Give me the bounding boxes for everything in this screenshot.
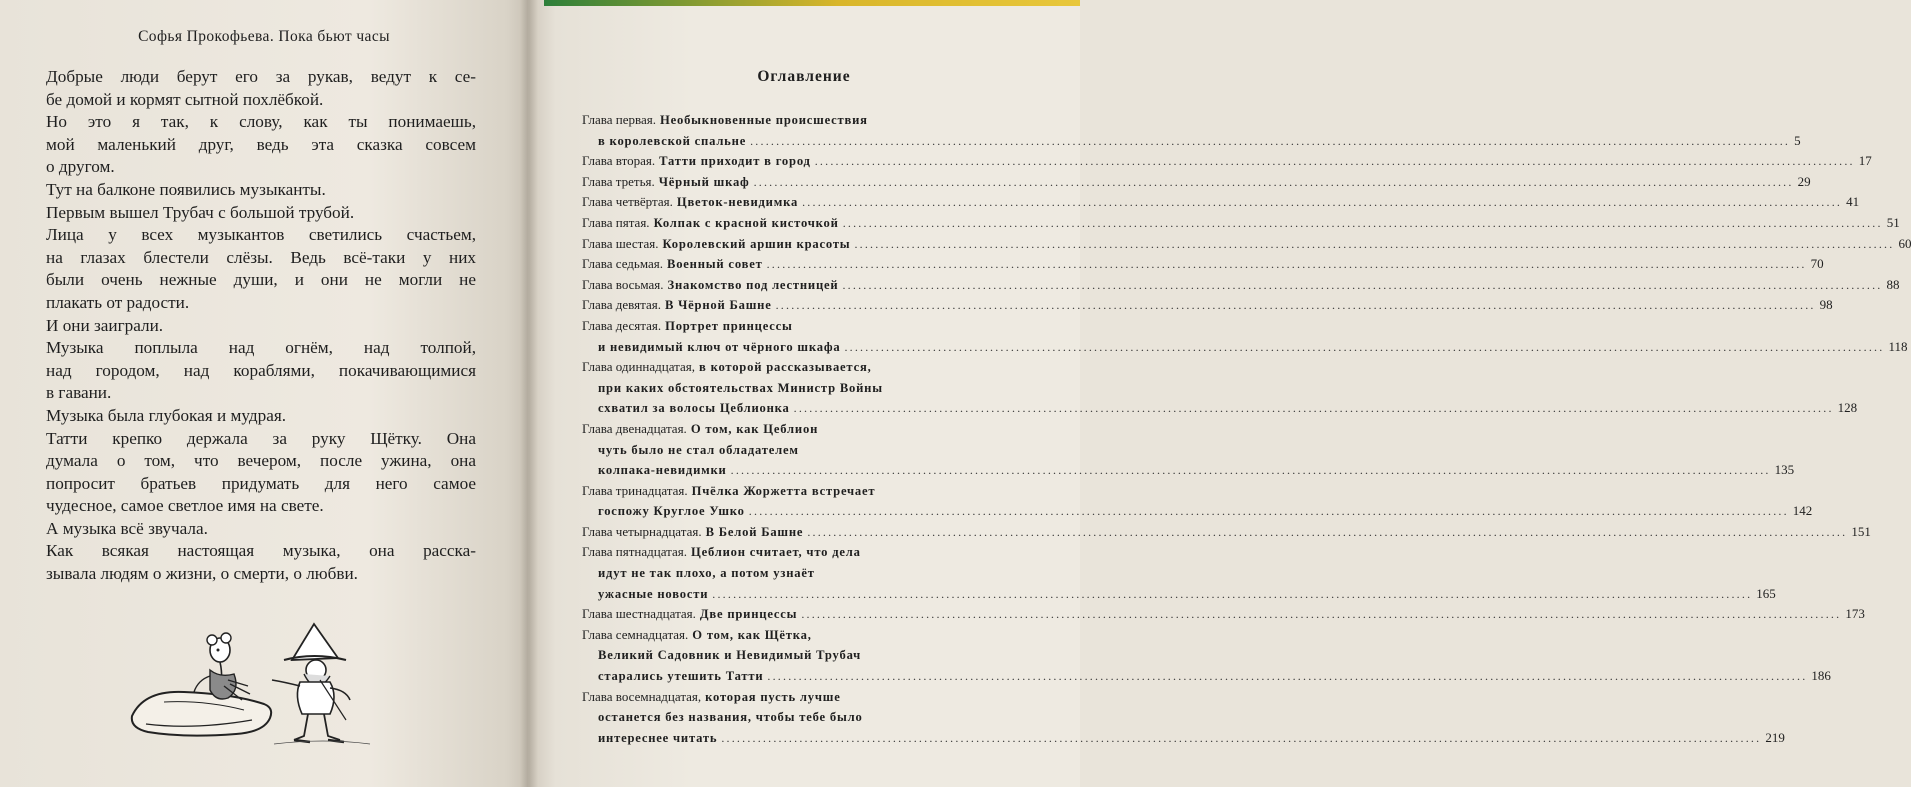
chapter-title: В Белой Башне (705, 524, 804, 539)
toc-line (582, 357, 1028, 378)
text-line: Добрые люди берут его за рукав, ведут к се- (46, 67, 476, 86)
toc-line (582, 481, 1028, 502)
text-line: И они заиграли. (46, 315, 164, 335)
toc-entry[interactable] (582, 316, 1908, 357)
chapter-title: госпожу Круглое Ушко (598, 504, 745, 519)
toc-line (582, 728, 1785, 749)
table-of-contents (582, 110, 1911, 748)
chapter-title: в королевской спальне (598, 133, 747, 148)
leader-dots: ........................................................................................................................................................................................................ (767, 669, 1808, 684)
leader-dots: ........................................................................................................................................................................................................ (842, 277, 1883, 292)
toc-line (582, 254, 1824, 275)
leader-dots: ........................................................................................................................................................................................................ (750, 133, 1791, 148)
toc-line (582, 501, 1813, 522)
text-line: мой маленький друг, ведь эта сказка совсем (46, 134, 476, 154)
leader-dots: ........................................................................................................................................................................................................ (854, 236, 1895, 251)
text-line: были очень нежные души, и они не могли не (46, 270, 476, 290)
page-number: 118 (1888, 338, 1908, 354)
leader-dots: ........................................................................................................................................................................................................ (807, 524, 1848, 539)
chapter-number: Глава двенадцатая. (582, 420, 687, 436)
page-number: 29 (1797, 173, 1811, 189)
page-number: 5 (1794, 132, 1801, 148)
chapter-number: Глава четырнадцатая. (582, 523, 702, 539)
toc-entry[interactable] (582, 419, 1795, 481)
chapter-title: и невидимый ключ от чёрного шкафа (598, 339, 841, 354)
toc-line (582, 563, 1028, 584)
chapter-title: О том, как Цеблион (690, 421, 819, 436)
leader-dots: ........................................................................................................................................................................................................ (802, 195, 1843, 210)
chapter-title: схватил за волосы Цеблионка (598, 401, 790, 416)
page-number: 128 (1837, 400, 1858, 416)
chapter-title: Необыкновенные происшествия (659, 113, 868, 127)
text-line: Но это я так, к слову, как ты понимаешь, (46, 112, 476, 132)
toc-title: Оглавление (757, 68, 851, 85)
text-line: Татти крепко держала за руку Щётку. Она (46, 428, 476, 448)
toc-line (582, 131, 1801, 152)
toc-entry[interactable] (582, 254, 1824, 275)
page-number: 17 (1858, 153, 1872, 169)
text-line: Тут на балконе появились музыканты. (46, 179, 326, 199)
toc-entry[interactable] (582, 542, 1776, 604)
text-line: Первым вышел Трубач с большой трубой. (46, 202, 355, 222)
chapter-number: Глава семнадцатая. (582, 626, 689, 642)
page-number: 98 (1819, 297, 1833, 313)
chapter-number: Глава девятая. (582, 297, 661, 313)
text-line: Музыка была глубокая и мудрая. (46, 405, 287, 425)
chapter-number: Глава пятая. (582, 214, 650, 230)
chapter-title: старались утешить Татти (598, 669, 764, 684)
text-line: бе домой и кормят сытной похлёбкой. (46, 89, 324, 109)
text-line: Как всякая настоящая музыка, она расска- (46, 541, 476, 561)
toc-line (582, 687, 1028, 708)
chapter-title: останется без названия, чтобы тебе было (598, 710, 863, 725)
toc-entry[interactable] (582, 357, 1858, 419)
chapter-title: Королевский аршин красоты (662, 236, 851, 251)
toc-line (582, 460, 1795, 481)
text-line: о другом. (46, 157, 115, 177)
leader-dots: ........................................................................................................................................................................................................ (793, 401, 1834, 416)
chapter-title: Колпак с красной кисточкой (653, 215, 839, 230)
toc-line (582, 316, 1028, 337)
chapter-number: Глава седьмая. (582, 256, 663, 272)
chapter-title: Пчёлка Жоржетта встречает (691, 483, 876, 498)
chapter-title: Военный совет (667, 257, 763, 272)
chapter-title: Цветок-невидимка (676, 195, 799, 210)
toc-line (582, 440, 1028, 461)
running-head: Софья Прокофьева. Пока бьют часы (138, 28, 390, 45)
story-text (46, 66, 476, 586)
text-line: А музыка всё звучала. (46, 518, 208, 538)
chapter-title: чуть было не стал обладателем (598, 442, 799, 457)
toc-entry[interactable] (582, 295, 1833, 316)
text-line: плакать от радости. (46, 292, 190, 312)
page-number: 60 (1898, 235, 1911, 251)
text-line: на глазах блестели слёзы. Ведь всё-таки у них (46, 247, 476, 267)
chapter-number: Глава первая. (582, 112, 656, 127)
page-number: 135 (1774, 462, 1795, 478)
chapter-number: Глава шестая. (582, 235, 659, 251)
leader-dots: ........................................................................................................................................................................................................ (753, 174, 1794, 189)
leader-dots: ........................................................................................................................................................................................................ (801, 607, 1842, 622)
chapter-title: при каких обстоятельствах Министр Войны (598, 380, 883, 395)
chapter-number: Глава тринадцатая. (582, 482, 688, 498)
page-number: 88 (1886, 276, 1900, 292)
toc-entry[interactable] (582, 481, 1813, 522)
chapter-number: Глава третья. (582, 173, 655, 189)
chapter-title: Знакомство под лестницей (667, 277, 839, 292)
chapter-title: Цеблион считает, что дела (690, 545, 861, 560)
leader-dots: ........................................................................................................................................................................................................ (730, 463, 1771, 478)
leader-dots: ........................................................................................................................................................................................................ (842, 215, 1883, 230)
chapter-number: Глава восемнадцатая, (582, 688, 702, 704)
illustration-mouse-and-gnome (124, 620, 386, 750)
chapter-title: Великий Садовник и Невидимый Трубач (598, 648, 862, 663)
chapter-title: Портрет принцессы (665, 318, 793, 333)
toc-line (582, 275, 1900, 296)
toc-entry[interactable] (582, 234, 1911, 255)
text-line: чудесное, самое светлое имя на свете. (46, 496, 324, 516)
toc-line (582, 398, 1858, 419)
chapter-title: Татти приходит в город (659, 154, 811, 169)
leader-dots: ........................................................................................................................................................................................................ (766, 257, 1807, 272)
chapter-title: В Чёрной Башне (664, 298, 772, 313)
chapter-title: ужасные новости (598, 586, 709, 601)
chapter-title: которая пусть лучше (705, 689, 841, 704)
toc-line (582, 522, 1871, 543)
text-line: над городом, над кораблями, покачивающимися (46, 360, 476, 380)
leader-dots: ........................................................................................................................................................................................................ (814, 154, 1855, 169)
chapter-number: Глава восьмая. (582, 276, 664, 292)
leader-dots: ........................................................................................................................................................................................................ (721, 730, 1762, 745)
toc-entry[interactable] (582, 275, 1900, 296)
chapter-number: Глава четвёртая. (582, 194, 673, 210)
toc-line (582, 295, 1833, 316)
toc-line (582, 604, 1865, 625)
toc-line (582, 151, 1872, 172)
page-number: 142 (1792, 503, 1813, 519)
toc-line (582, 110, 1028, 131)
page-number: 41 (1846, 194, 1860, 210)
toc-entry[interactable] (582, 522, 1871, 543)
page-number: 70 (1810, 256, 1824, 272)
text-line: думала о том, что вечером, после ужина, она (46, 451, 476, 471)
chapter-number: Глава десятая. (582, 317, 662, 333)
cover-edge (544, 0, 1080, 6)
book-gutter (520, 0, 538, 787)
toc-entry[interactable] (582, 687, 1785, 749)
chapter-title: интереснее читать (598, 730, 718, 745)
toc-entry[interactable] (582, 213, 1900, 234)
page-number: 219 (1765, 729, 1785, 745)
toc-entry[interactable] (582, 625, 1831, 687)
chapter-number: Глава вторая. (582, 153, 656, 169)
chapter-title: в которой рассказывается, (699, 360, 872, 375)
toc-line (582, 378, 1028, 399)
leader-dots: ........................................................................................................................................................................................................ (775, 298, 1816, 313)
toc-line (582, 707, 1028, 728)
page-number: 165 (1756, 585, 1776, 601)
chapter-title: колпака-невидимки (598, 463, 727, 478)
toc-line (582, 172, 1811, 193)
page-number: 186 (1811, 668, 1831, 684)
leader-dots: ........................................................................................................................................................................................................ (844, 339, 1885, 354)
toc-entry[interactable] (582, 604, 1865, 625)
chapter-title: Две принцессы (699, 607, 798, 622)
page-number: 151 (1851, 523, 1871, 539)
toc-line (582, 645, 1028, 666)
left-page (0, 0, 528, 787)
toc-entry[interactable] (582, 192, 1860, 213)
toc-line (582, 625, 1028, 646)
text-line: Музыка поплыла над огнём, над толпой, (46, 338, 476, 358)
toc-entry[interactable] (582, 151, 1872, 172)
chapter-title: Чёрный шкаф (658, 174, 750, 189)
text-line: в гавани. (46, 383, 112, 403)
text-line: попросит братьев придумать для него самое (46, 473, 476, 493)
text-line: Лица у всех музыкантов светились счастьем, (46, 225, 476, 245)
toc-line (582, 234, 1911, 255)
leader-dots: ........................................................................................................................................................................................................ (748, 504, 1789, 519)
leader-dots: ........................................................................................................................................................................................................ (712, 586, 1753, 601)
toc-line (582, 584, 1776, 605)
page-number: 51 (1886, 214, 1900, 230)
chapter-title: О том, как Щётка, (692, 627, 812, 642)
chapter-title: идут не так плохо, а потом узнаёт (598, 566, 815, 581)
toc-line (582, 213, 1900, 234)
text-line: зывала людям о жизни, о смерти, о любви. (46, 564, 358, 584)
toc-entry[interactable] (582, 110, 1801, 151)
toc-line (582, 542, 1028, 563)
toc-line (582, 192, 1860, 213)
chapter-number: Глава шестнадцатая. (582, 606, 696, 622)
chapter-number: Глава пятнадцатая. (582, 544, 687, 560)
toc-line (582, 419, 1028, 440)
toc-entry[interactable] (582, 172, 1811, 193)
chapter-number: Глава одиннадцатая, (582, 359, 696, 375)
toc-line (582, 666, 1831, 687)
toc-line (582, 337, 1908, 358)
page-number: 173 (1845, 606, 1865, 622)
